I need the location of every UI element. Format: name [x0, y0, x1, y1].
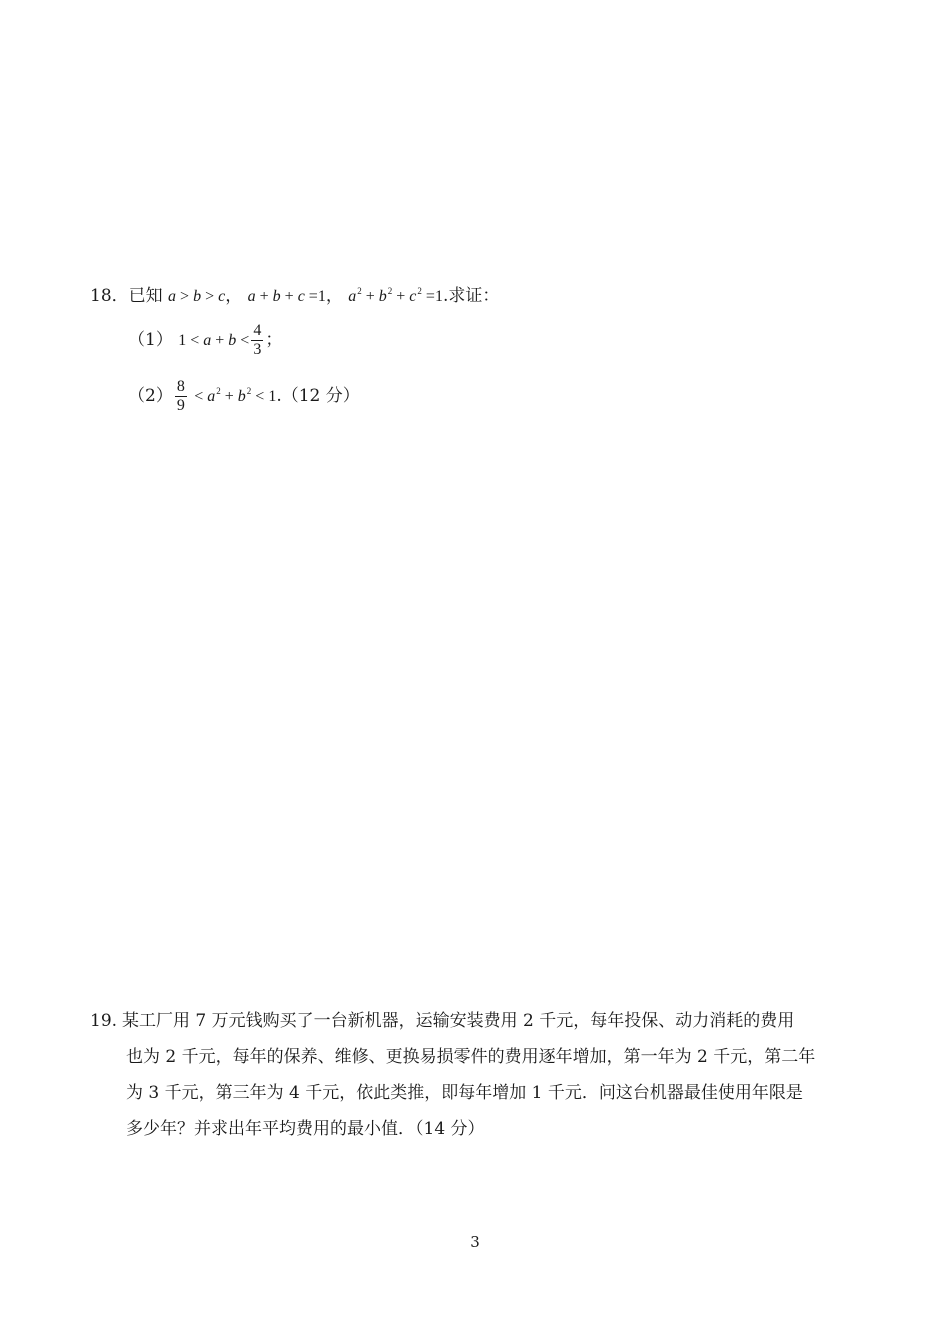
q18-part2-label: （2） — [128, 386, 173, 406]
q19-number: 19. — [90, 1011, 118, 1031]
q18-part2 — [128, 376, 360, 417]
page-number: 3 — [470, 1233, 480, 1251]
q18-condition-squares: $a^2 + b^2 + c^2 =1$ — [348, 286, 443, 305]
q18-number: 18． — [90, 286, 129, 306]
q18-condition-sum: a + b + c =1 — [247, 288, 326, 305]
q18-stem: 18．已知 a > b > c， a + b + c =1， $a^2 + b^2 + c^2 =1$.求证： — [90, 286, 500, 306]
q18-part1-fraction: $\frac{4}{3}$ — [253, 322, 262, 358]
q18-condition-order: a > b > c — [168, 288, 226, 305]
q19-line-1: 某工厂用 7 万元钱购买了一台新机器，运输安装费用 2 千元，每年投保、动力消耗的费用 — [122, 1011, 795, 1031]
q19-line-3: 为 3 千元，第三年为 4 千元，依此类推，即每年增加 1 千元．问这台机器最佳使用年限是 — [126, 1083, 803, 1103]
q18-part2-inequality: < $a^2 + b^2 < 1$ — [194, 386, 277, 405]
q19-line-4: 多少年？并求出年平均费用的最小值．（14 分） — [126, 1119, 485, 1139]
q19-line-2: 也为 2 千元，每年的保养、维修、更换易损零件的费用逐年增加，第一年为 2 千元，第二年 — [126, 1047, 816, 1067]
q18-part2-fraction: $\frac{8}{9}$ — [176, 378, 185, 414]
q18-part1-label: （1） — [128, 330, 173, 350]
q19-text — [122, 1003, 864, 1147]
q18-prove-prompt: .求证： — [442, 286, 500, 306]
q18-intro: 已知 — [128, 286, 163, 306]
q18-part2-score: .（12 分） — [276, 386, 360, 406]
q18-part1-inequality: 1 < a + b < — [178, 332, 250, 349]
q18-part1: （1） 1 < a + b < $\frac{4}{3}$ ； — [128, 322, 283, 358]
